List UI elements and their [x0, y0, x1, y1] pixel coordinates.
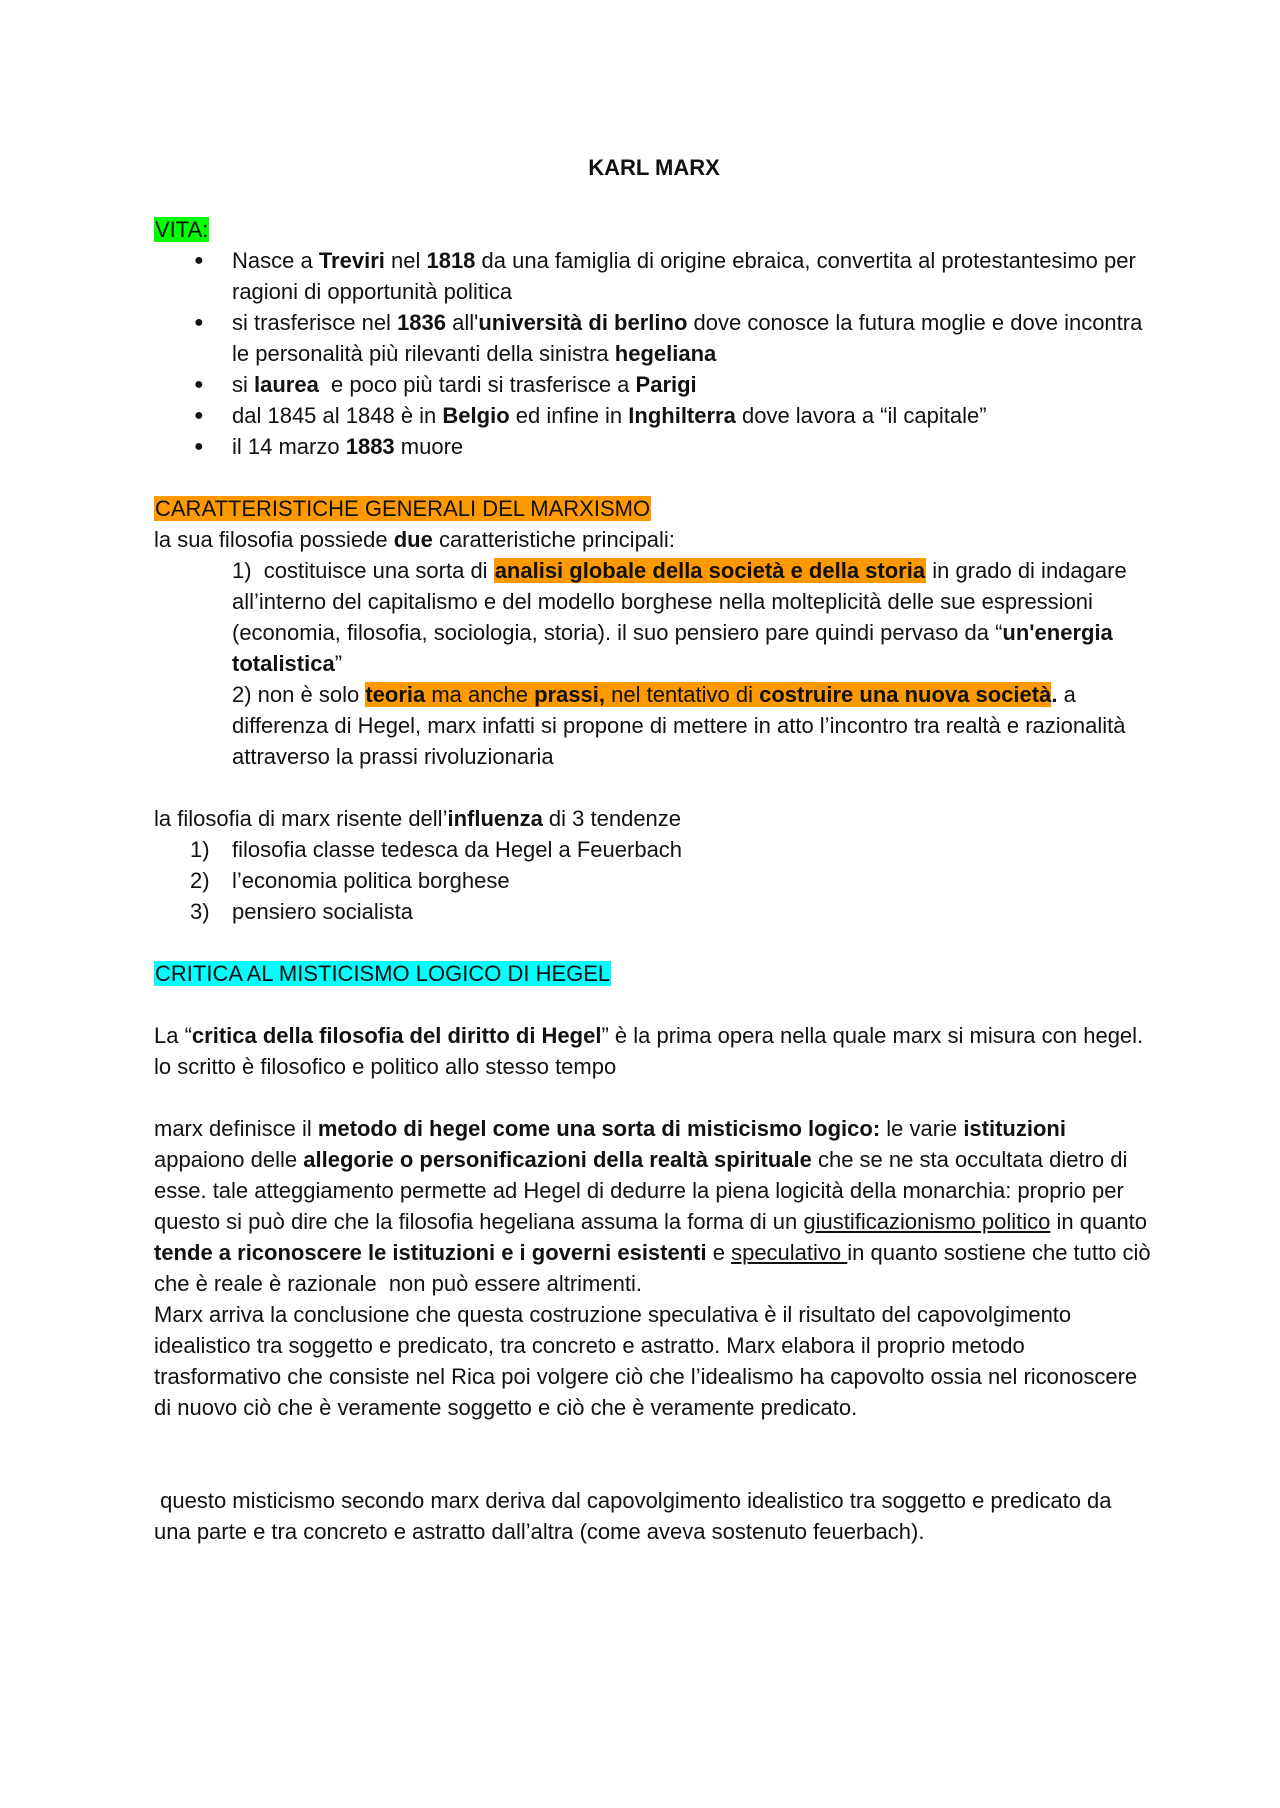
bold-text: Belgio [442, 403, 510, 428]
bold-text: 1818 [426, 248, 476, 273]
text: da una famiglia di origine ebraica, convertita al protestantesimo per ragioni di opportunità politica [232, 248, 1136, 304]
text: l’economia politica borghese [232, 868, 510, 893]
caratteristiche-intro [154, 524, 1154, 555]
text: ” è la prima opera nella quale marx si misura con hegel. lo scritto è filosofico e politico allo stesso tempo [154, 1023, 1144, 1079]
text: ed infine in [509, 403, 629, 428]
spacer [154, 989, 1154, 1020]
caratteristiche-point-1 [154, 555, 1154, 679]
text: muore [394, 434, 464, 459]
list-item [154, 245, 1154, 307]
underlined-text: speculativo [731, 1240, 848, 1265]
vita-heading: VITA: [155, 217, 209, 242]
list-item [154, 400, 1154, 431]
spacer [154, 1423, 1154, 1485]
bold-text: Treviri [318, 248, 385, 273]
text: dal 1845 al 1848 è in [232, 403, 443, 428]
bold-text: Parigi [635, 372, 697, 397]
bold-text: influenza [447, 806, 543, 831]
bold-text: laurea [254, 372, 319, 397]
bold-text: un'energia totalistica [232, 620, 1113, 676]
bullet-icon: ● [194, 438, 204, 455]
list-number: 2) [190, 868, 210, 893]
document-title: KARL MARX [588, 155, 720, 180]
text: marx definisce il [154, 1116, 318, 1141]
bold-text: critica della filosofia del diritto di Hegel [191, 1023, 602, 1048]
text: nel tentativo di [605, 682, 760, 707]
text: e poco più tardi si trasferisce a [318, 372, 636, 397]
critica-heading-line [154, 958, 1154, 989]
bold-text: costruire una nuova società [759, 682, 1052, 707]
bold-text: istituzioni [963, 1116, 1066, 1141]
text: la filosofia di marx risente dell’ [154, 806, 448, 831]
bold-text: Inghilterra [628, 403, 736, 428]
critica-paragraph-1 [154, 1020, 1154, 1082]
spacer [154, 927, 1154, 958]
text: che se ne sta occultata dietro di esse. tale atteggiamento permette ad Hegel di dedurre la piena logicità della monarchia: proprio per questo si può dire che la filosofia hegeliana assuma la forma di un [154, 1147, 1134, 1234]
bold-text: hegeliana [614, 341, 717, 366]
text: dove conosce la futura moglie e dove incontra le personalità più rilevanti della sinistra [232, 310, 1143, 366]
spacer [154, 1082, 1154, 1113]
caratteristiche-point-2 [154, 679, 1154, 772]
critica-paragraph-3: Marx arriva la conclusione che questa costruzione speculativa è il risultato del capovolgimento idealistico tra soggetto e predicato, tra concreto e astratto. Marx elabora il proprio metodo trasformativo che consiste nel Rica poi volgere ciò che l’idealismo ha capovolto ossia nel riconoscere di nuovo ciò che è veramente soggetto e ciò che è veramente predicato. [154, 1302, 1138, 1420]
spacer [154, 462, 1154, 493]
list-item [154, 865, 1154, 896]
list-number: 1) [190, 837, 210, 862]
text: le varie [880, 1116, 964, 1141]
text: in quanto [1050, 1209, 1154, 1234]
text: filosofia classe tedesca da Hegel a Feuerbach [232, 837, 683, 862]
text: Nasce a [232, 248, 319, 273]
highlighted-text: analisi globale della società e della storia [494, 558, 926, 583]
list-item [154, 896, 1154, 927]
list-number: 3) [190, 899, 210, 924]
text: appaiono delle [154, 1116, 1073, 1172]
bold-text: 1836 [397, 310, 447, 335]
highlighted-text [365, 682, 1051, 707]
text: in grado di indagare all’interno del capitalismo e del modello borghese nella molteplicità delle sue espressioni (economia, filosofia, sociologia, storia). il suo pensiero pare quindi pervaso da “ [232, 558, 1127, 645]
text: ” [334, 651, 343, 676]
text: pensiero socialista [232, 899, 413, 924]
bold-text: 1883 [345, 434, 395, 459]
text: La “ [154, 1023, 192, 1048]
vita-heading-line [154, 214, 1154, 245]
text: si trasferisce nel [232, 310, 398, 335]
text: di 3 tendenze [542, 806, 682, 831]
list-item [154, 834, 1154, 865]
critica-paragraph-2 [154, 1113, 1157, 1299]
bullet-icon: ● [194, 407, 204, 424]
bullet-icon: ● [194, 252, 204, 269]
critica-paragraph-4: questo misticismo secondo marx deriva dal capovolgimento idealistico tra soggetto e predicato da una parte e tra concreto e astratto dall’altra (come aveva sostenuto feuerbach). [154, 1488, 1118, 1544]
text: ma anche [425, 682, 535, 707]
text: la sua filosofia possiede [154, 527, 394, 552]
bold-text: prassi, [534, 682, 606, 707]
bullet-icon: ● [194, 314, 204, 331]
text: all' [446, 310, 479, 335]
list-item [154, 431, 1154, 462]
underlined-text: giustificazionismo politico [803, 1209, 1051, 1234]
text: in quanto sostiene che tutto ciò che è reale è razionale non può essere altrimenti. [154, 1240, 1157, 1296]
influenza-intro [154, 803, 1154, 834]
text: il 14 marzo [232, 434, 346, 459]
text: 2) non è solo [232, 682, 366, 707]
bold-text: allegorie o personificazioni della realtà spirituale [303, 1147, 812, 1172]
text: a differenza di Hegel, marx infatti si propone di mettere in atto l’incontro tra realtà e razionalità attraverso la prassi rivoluzionaria [232, 682, 1126, 769]
spacer [154, 772, 1154, 803]
vita-list [154, 245, 1154, 462]
document-body [154, 152, 1157, 1547]
bold-text: tende a riconoscere le istituzioni e i governi esistenti [154, 1240, 707, 1265]
text: caratteristiche principali: [432, 527, 675, 552]
text: nel [384, 248, 427, 273]
text: dove lavora a “il capitale” [735, 403, 987, 428]
bold-text: due [393, 527, 433, 552]
caratteristiche-heading-line [154, 493, 1154, 524]
caratteristiche-heading: CARATTERISTICHE GENERALI DEL MARXISMO [155, 496, 651, 521]
list-item [154, 369, 1154, 400]
list-item [154, 307, 1154, 369]
critica-heading: CRITICA AL MISTICISMO LOGICO DI HEGEL [155, 961, 611, 986]
text: e [706, 1240, 732, 1265]
bold-text: . [1051, 682, 1058, 707]
text: si [232, 372, 254, 397]
influenza-list [154, 834, 1154, 927]
bold-text: università di berlino [478, 310, 688, 335]
bullet-icon: ● [194, 376, 204, 393]
text: 1) costituisce una sorta di [232, 558, 494, 583]
bold-text: teoria [365, 682, 426, 707]
bold-text: metodo di hegel come una sorta di misticismo logico: [317, 1116, 881, 1141]
